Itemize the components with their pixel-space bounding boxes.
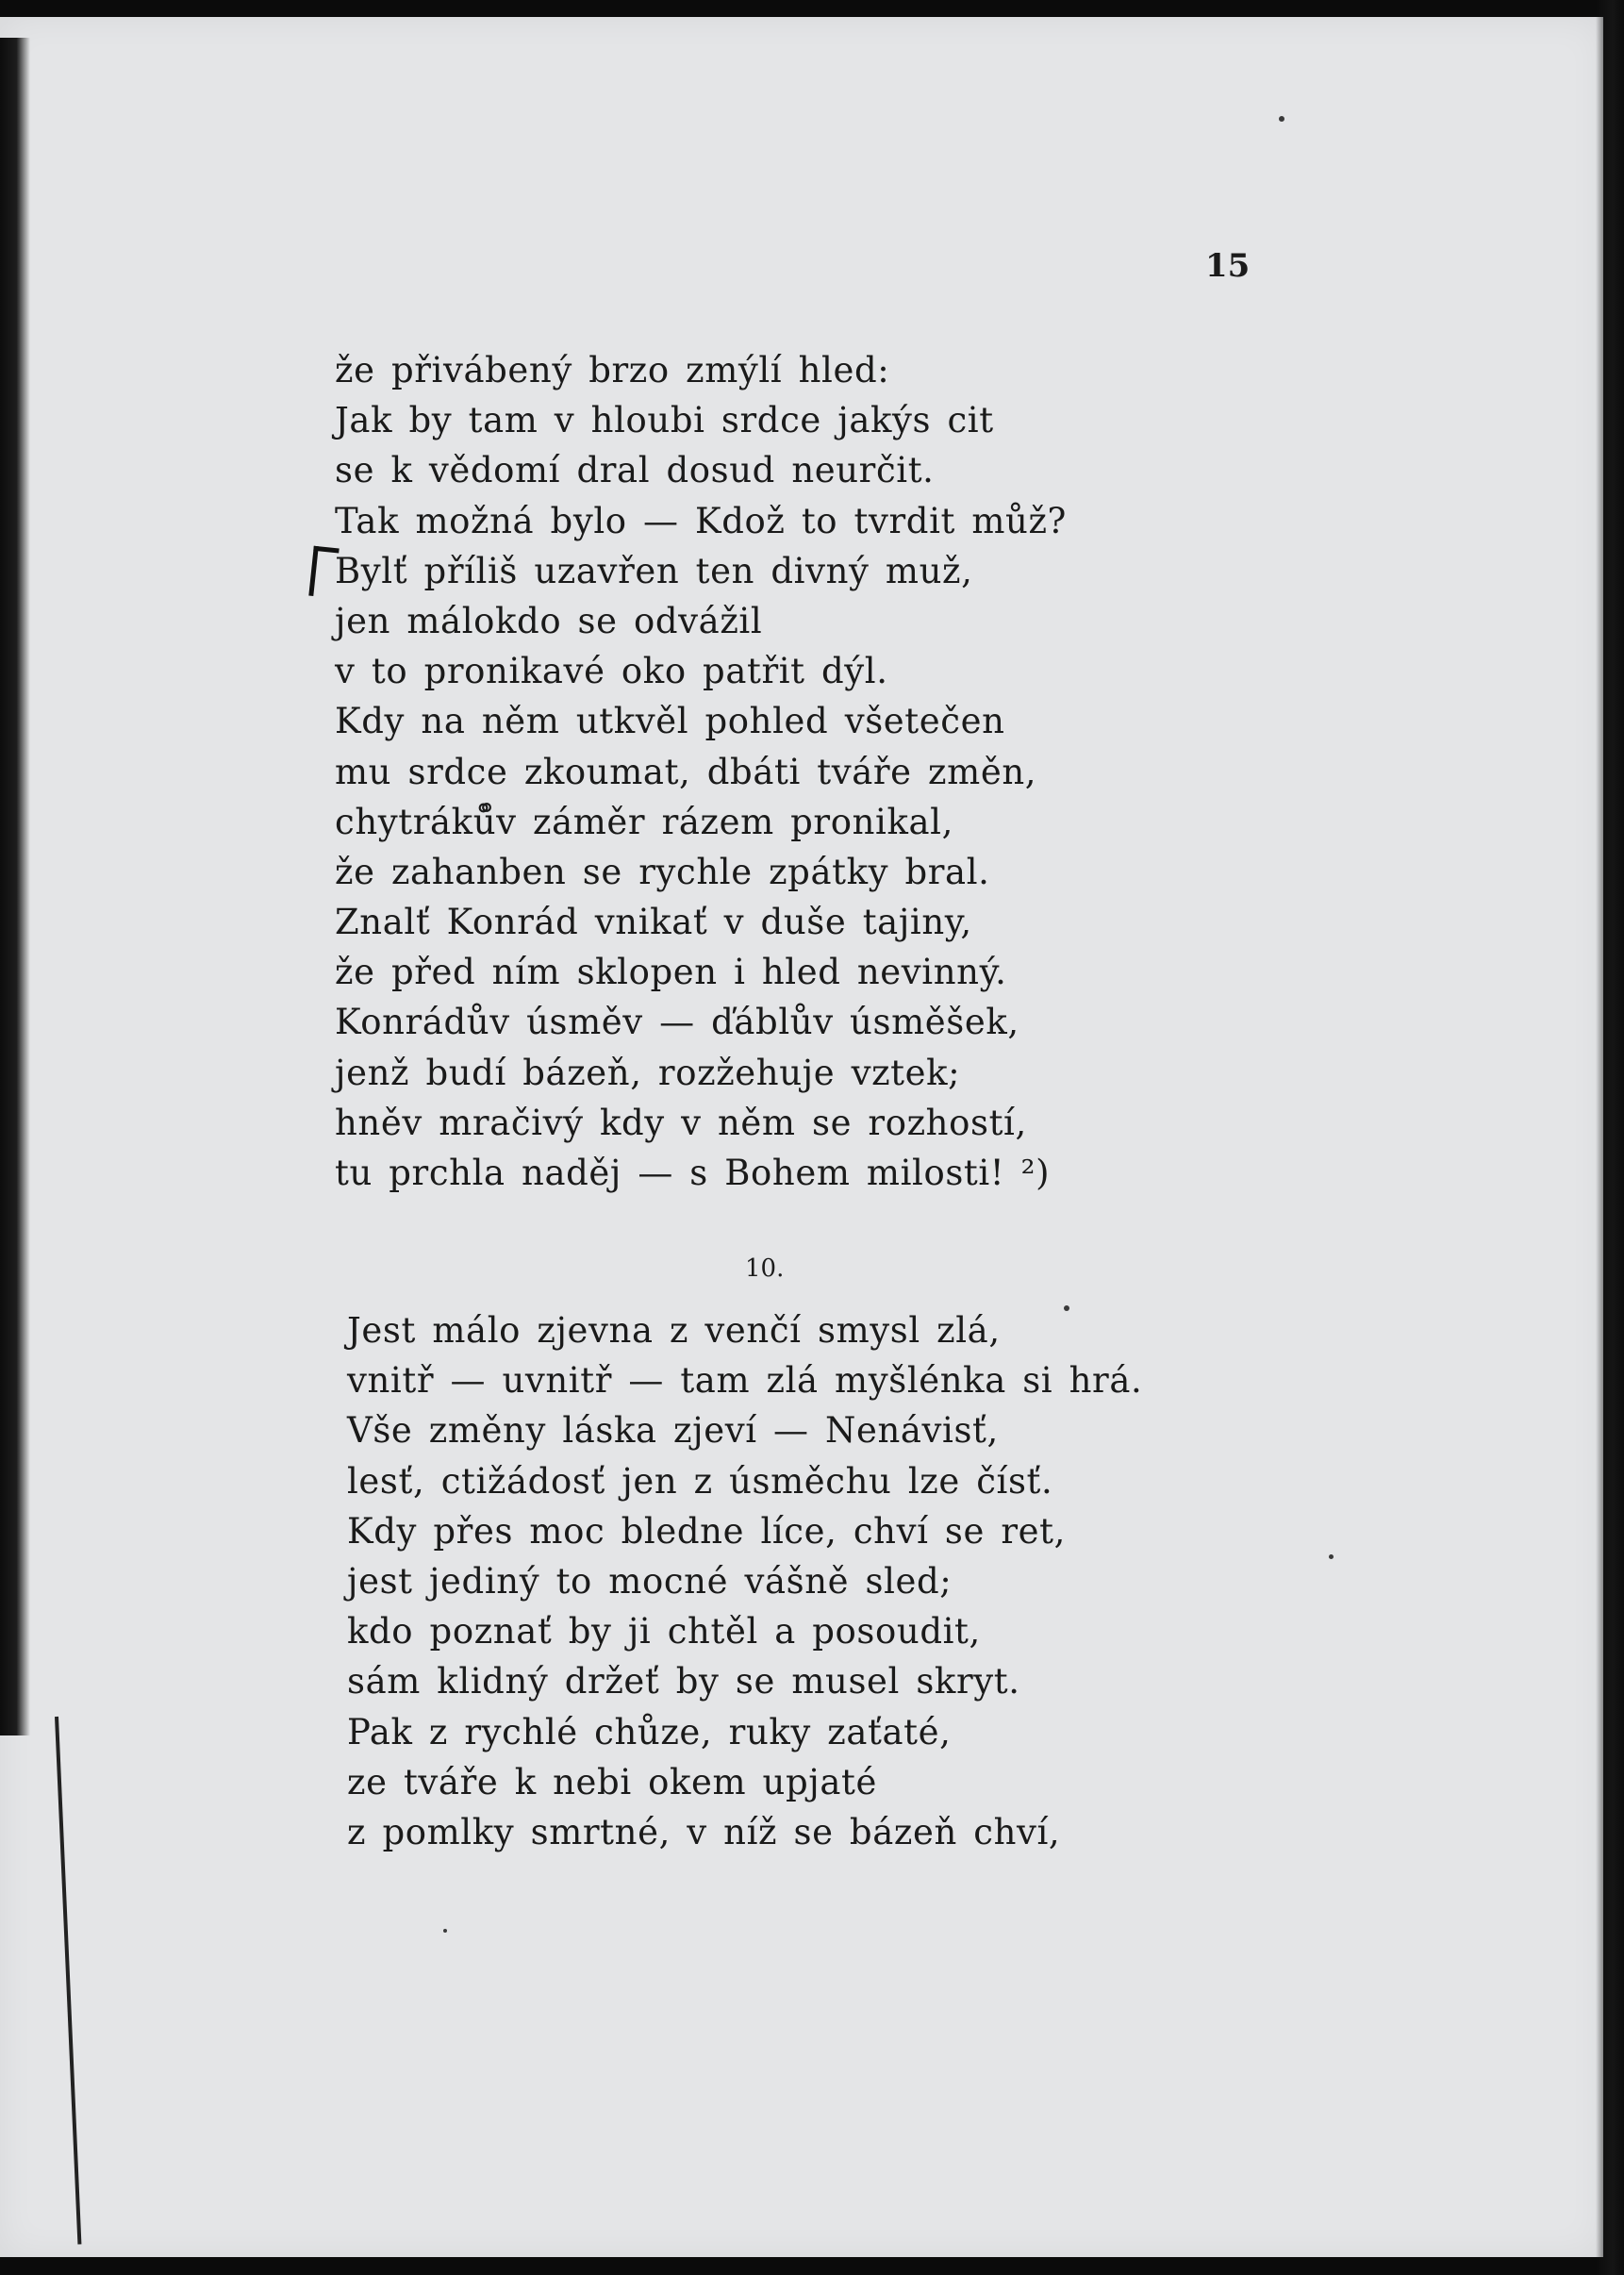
verse-line: Tak možná bylo — Kdož to tvrdit můž?: [335, 500, 1067, 541]
scan-speck: [1279, 116, 1284, 122]
scan-speck: [443, 1929, 447, 1933]
verse-line: chytráků̊v záměr rázem pronikal,: [335, 801, 953, 842]
verse-line: Kdy přes moc bledne líce, chví se ret,: [347, 1510, 1066, 1552]
verse-line: se k vědomí dral dosud neurčit.: [335, 450, 935, 491]
verse-line: vnitř — uvnitř — tam zlá myšlénka si hrá.: [347, 1360, 1143, 1402]
right-page-edge: [1596, 0, 1624, 2275]
verse-line: v to pronikavé oko patřit dýl.: [335, 651, 888, 692]
scan-speck: [1064, 1305, 1069, 1311]
verse-line: Vše změny láska zjeví — Nenávisť,: [347, 1410, 999, 1452]
verse-line: že před ním sklopen i hled nevinný.: [335, 952, 1007, 993]
verse-line: jen málokdo se odvážil: [335, 600, 763, 641]
verse-line: mu srdce zkoumat, dbáti tváře změn,: [335, 751, 1037, 792]
verse-line: kdo poznať by ji chtěl a posoudit,: [347, 1611, 981, 1652]
verse-line: tu prchla naděj — s Bohem milosti! ²): [335, 1153, 1051, 1193]
verse-line: sám klidný držeť by se musel skryt.: [347, 1661, 1020, 1702]
verse-line: lesť, ctižádosť jen z úsměchu lze čísť.: [347, 1460, 1053, 1502]
verse-line: Jak by tam v hloubi srdce jakýs cit: [335, 400, 994, 441]
poem-stanza-2: [347, 1305, 1142, 1857]
verse-line: že zahanben se rychle zpátky bral.: [335, 851, 990, 892]
scan-speck: [1329, 1554, 1334, 1559]
verse-line: Konrádův úsměv — ďáblův úsměšek,: [335, 1002, 1019, 1043]
verse-line: Bylť příliš uzavřen ten divný muž,: [335, 550, 973, 591]
verse-line: ze tváře k nebi okem upjaté: [347, 1761, 877, 1802]
verse-line: že přivábený brzo zmýlí hled:: [335, 350, 890, 390]
verse-line: jest jediný to mocné vášně sled;: [347, 1560, 953, 1602]
section-number: 10.: [745, 1254, 785, 1283]
verse-line: jenž budí bázeň, rozžehuje vztek;: [335, 1052, 961, 1093]
verse-line: z pomlky smrtné, v níž se bázeň chví,: [347, 1811, 1061, 1852]
binding-shadow: [0, 38, 30, 1735]
verse-line: Jest málo zjevna z venčí smysl zlá,: [347, 1310, 1001, 1351]
page-number: 15: [1205, 247, 1251, 285]
verse-line: hněv mračivý kdy v něm se rozhostí,: [335, 1102, 1027, 1143]
verse-line: Pak z rychlé chůze, ruky zaťaté,: [347, 1711, 952, 1752]
verse-line: Znalť Konrád vnikať v duše tajiny,: [335, 902, 972, 943]
poem-stanza-1: [335, 345, 1067, 1198]
verse-line: Kdy na něm utkvěl pohled všetečen: [335, 701, 1005, 742]
